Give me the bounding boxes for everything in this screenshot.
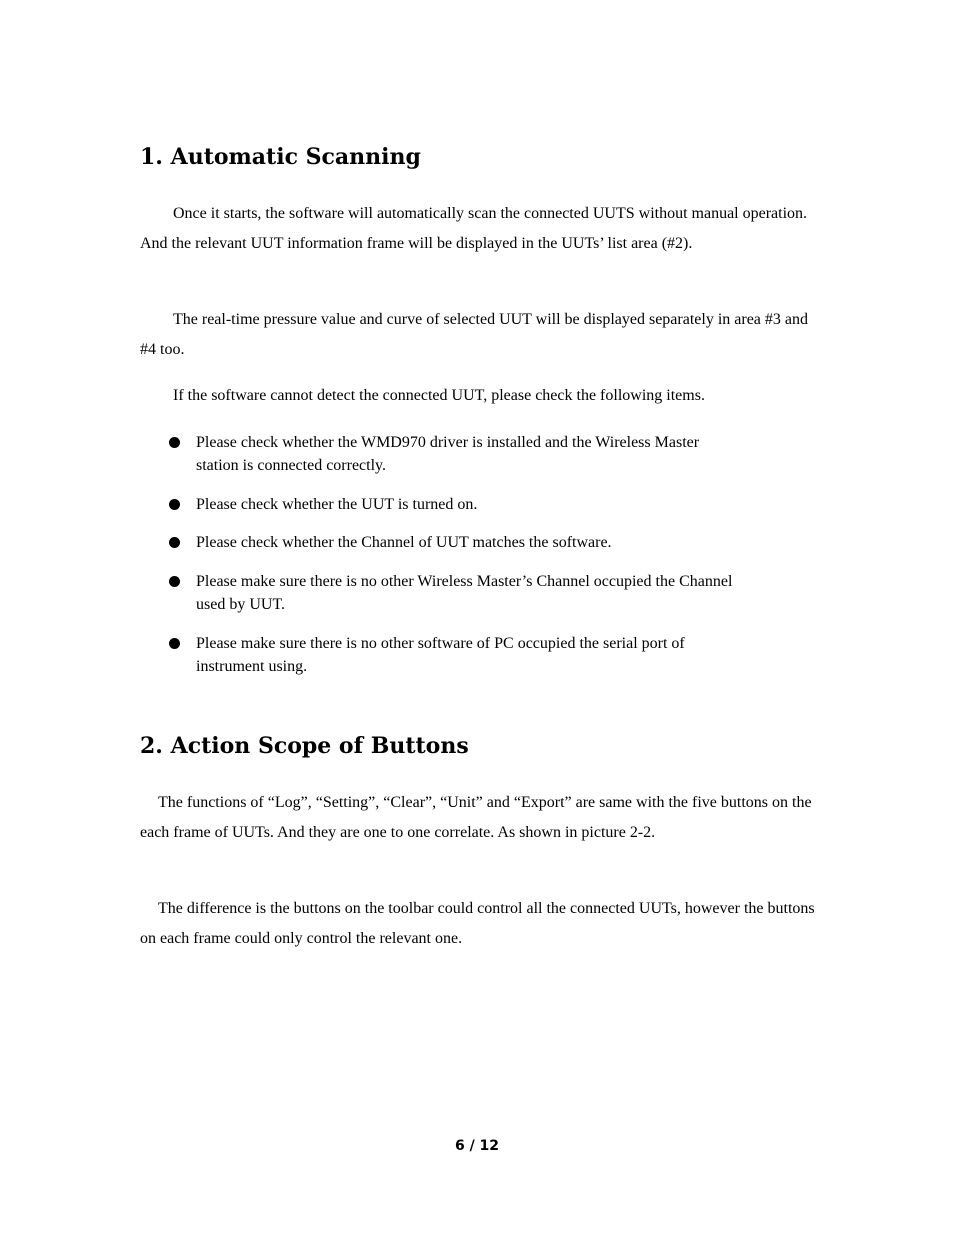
- section-2-paragraph-1: The functions of “Log”, “Setting”, “Clear”, “Unit” and “Export” are same with the five buttons on the each frame of UUTs. And they are one to one correlate. As shown in picture 2-2.: [140, 794, 812, 841]
- list-item-line-2: station is connected correctly.: [196, 457, 386, 474]
- section-1-paragraph-3: If the software cannot detect the connected UUT, please check the following items.: [173, 387, 705, 404]
- bullet-icon: [169, 499, 180, 510]
- section-2-heading: 2. Action Scope of Buttons: [140, 733, 469, 759]
- list-item-line-1: Please check whether the Channel of UUT matches the software.: [196, 534, 612, 551]
- list-item-line-1: Please make sure there is no other software of PC occupied the serial port of: [196, 635, 685, 652]
- list-item-line-2: instrument using.: [196, 658, 308, 675]
- bullet-icon: [169, 537, 180, 548]
- page-number: 6 / 12: [454, 1138, 500, 1154]
- bullet-icon: [169, 437, 180, 448]
- list-item-line-1: Please check whether the WMD970 driver is installed and the Wireless Master: [196, 434, 700, 451]
- list-item-line-2: used by UUT.: [196, 596, 286, 613]
- section-1-paragraph-2: The real-time pressure value and curve of selected UUT will be displayed separately in area #3 and #4 too.: [140, 311, 808, 358]
- list-item-line-1: Please make sure there is no other Wireless Master’s Channel occupied the Channel: [196, 573, 733, 590]
- section-1-paragraph-1: Once it starts, the software will automatically scan the connected UUTS without manual operation. And the relevant UUT information frame will be displayed in the UUTs’ list area (#2).: [140, 205, 808, 252]
- bullet-icon: [169, 638, 180, 649]
- list-item-line-1: Please check whether the UUT is turned on.: [196, 496, 478, 513]
- section-1-heading: 1. Automatic Scanning: [140, 144, 421, 170]
- bullet-icon: [169, 576, 180, 587]
- section-2-paragraph-2: The difference is the buttons on the toolbar could control all the connected UUTs, however the buttons on each frame could only control the relevant one.: [140, 900, 815, 947]
